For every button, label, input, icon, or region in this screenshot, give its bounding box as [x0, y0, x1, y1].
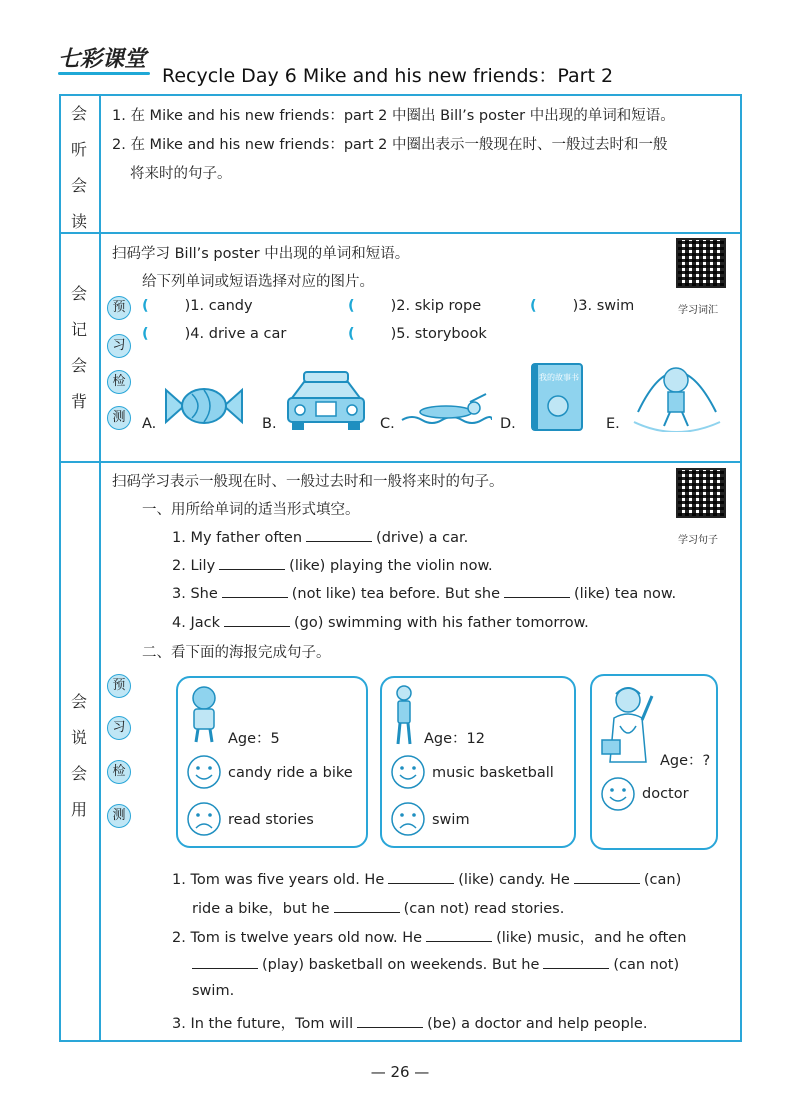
fill-sentence: 4. Jack (go) swimming with his father tomorrow.: [172, 612, 589, 631]
boy-small-icon: [184, 684, 224, 744]
smile-icon: [600, 776, 636, 812]
qr-code-sentences[interactable]: [676, 468, 726, 518]
poster-age: Age：5: [228, 731, 280, 747]
label-column-divider: [99, 94, 101, 1042]
skip-rope-picture: [628, 352, 726, 432]
match-item[interactable]: ( )2. skip rope: [348, 298, 482, 314]
side-circle: 习: [107, 334, 131, 358]
match-item[interactable]: ( )5. storybook: [348, 326, 487, 342]
swimmer-picture: [400, 390, 492, 430]
question-line: 3. In the future，Tom will (be) a doctor and help people.: [172, 1012, 647, 1033]
picture-label: D.: [500, 416, 516, 432]
side-circle: 测: [107, 406, 131, 430]
part2-title: 二、看下面的海报完成句子。: [142, 645, 331, 661]
answer-blank[interactable]: [219, 555, 285, 570]
fill-sentence: 2. Lily (like) playing the violin now.: [172, 555, 493, 574]
boy-tall-icon: [390, 684, 418, 746]
doctor-icon: [600, 684, 660, 764]
poster-likes: music basketball: [432, 765, 554, 781]
section3-intro: 扫码学习表示一般现在时、一般过去时和一般将来时的句子。: [112, 474, 504, 490]
section1-item2: 2. 在 Mike and his new friends：part 2 中圈出表示一般现在时、一般过去时和一般: [112, 137, 668, 153]
section1-item1: 1. 在 Mike and his new friends：part 2 中圈出 Bill’s poster 中出现的单词和短语。: [112, 108, 675, 124]
smile-icon: [390, 754, 426, 790]
side-circle: 习: [107, 716, 131, 740]
answer-blank[interactable]: [426, 927, 492, 942]
picture-label: E.: [606, 416, 620, 432]
side-circle: 检: [107, 370, 131, 394]
picture-label: A.: [142, 416, 157, 432]
section1-label: 会 听 会 读: [70, 104, 87, 231]
poster-age: Age：?: [660, 753, 711, 769]
section3-label: 会 说 会 用: [70, 692, 87, 819]
side-circle: 预: [107, 296, 131, 320]
question-line: ride a bike，but he (can not) read stories.: [192, 897, 564, 918]
section2-instruction: 给下列单词或短语选择对应的图片。: [142, 274, 374, 290]
fill-sentence: 1. My father often (drive) a car.: [172, 527, 468, 546]
brand-underline: [58, 72, 150, 75]
answer-blank[interactable]: [222, 583, 288, 598]
answer-blank[interactable]: [334, 898, 400, 913]
poster-likes: candy ride a bike: [228, 765, 353, 781]
qr-caption-sentences: 学习句子: [678, 535, 718, 546]
question-line: swim.: [192, 983, 235, 999]
poster-dislikes: swim: [432, 812, 470, 828]
side-circle: 预: [107, 674, 131, 698]
side-circle: 检: [107, 760, 131, 784]
answer-blank[interactable]: [224, 612, 290, 627]
section2-intro: 扫码学习 Bill’s poster 中出现的单词和短语。: [112, 246, 410, 262]
match-item[interactable]: ( )4. drive a car: [142, 326, 287, 342]
section2-label: 会 记 会 背: [70, 284, 87, 411]
match-item[interactable]: ( )1. candy: [142, 298, 253, 314]
page-title: Recycle Day 6 Mike and his new friends：Part 2: [162, 65, 614, 87]
answer-blank[interactable]: [357, 1013, 423, 1028]
fill-sentence: 3. She (not like) tea before. But she (like) tea now.: [172, 583, 676, 602]
qr-caption-vocab: 学习词汇: [678, 305, 718, 316]
answer-blank[interactable]: [306, 527, 372, 542]
page-number: — 26 —: [370, 1063, 430, 1081]
poster-age: Age：12: [424, 731, 485, 747]
section-divider-2: [59, 461, 742, 463]
picture-label: B.: [262, 416, 277, 432]
picture-label: C.: [380, 416, 395, 432]
question-line: 1. Tom was five years old. He (like) candy. He (can): [172, 869, 681, 888]
candy-picture: [162, 382, 246, 430]
poster-likes: doctor: [642, 786, 689, 802]
answer-blank[interactable]: [504, 583, 570, 598]
poster-dislikes: read stories: [228, 812, 314, 828]
section1-item2-cont: 将来时的句子。: [130, 166, 232, 182]
sad-icon: [390, 801, 426, 837]
section-divider-1: [59, 232, 742, 234]
car-picture: [284, 370, 368, 432]
answer-blank[interactable]: [388, 869, 454, 884]
match-item[interactable]: ( )3. swim: [530, 298, 635, 314]
answer-blank[interactable]: [543, 954, 609, 969]
answer-blank[interactable]: [192, 954, 258, 969]
qr-code-vocab[interactable]: [676, 238, 726, 288]
sad-icon: [186, 801, 222, 837]
part1-title: 一、用所给单词的适当形式填空。: [142, 502, 360, 518]
brand-logo: 七彩课堂: [58, 46, 147, 72]
side-circle: 测: [107, 804, 131, 828]
question-line: 2. Tom is twelve years old now. He (like) music，and he often: [172, 926, 686, 947]
storybook-picture: [528, 362, 586, 432]
answer-blank[interactable]: [574, 869, 640, 884]
smile-icon: [186, 754, 222, 790]
question-line: (play) basketball on weekends. But he (can not): [188, 954, 679, 973]
svg-text:我的故事书: 我的故事书: [539, 373, 579, 382]
